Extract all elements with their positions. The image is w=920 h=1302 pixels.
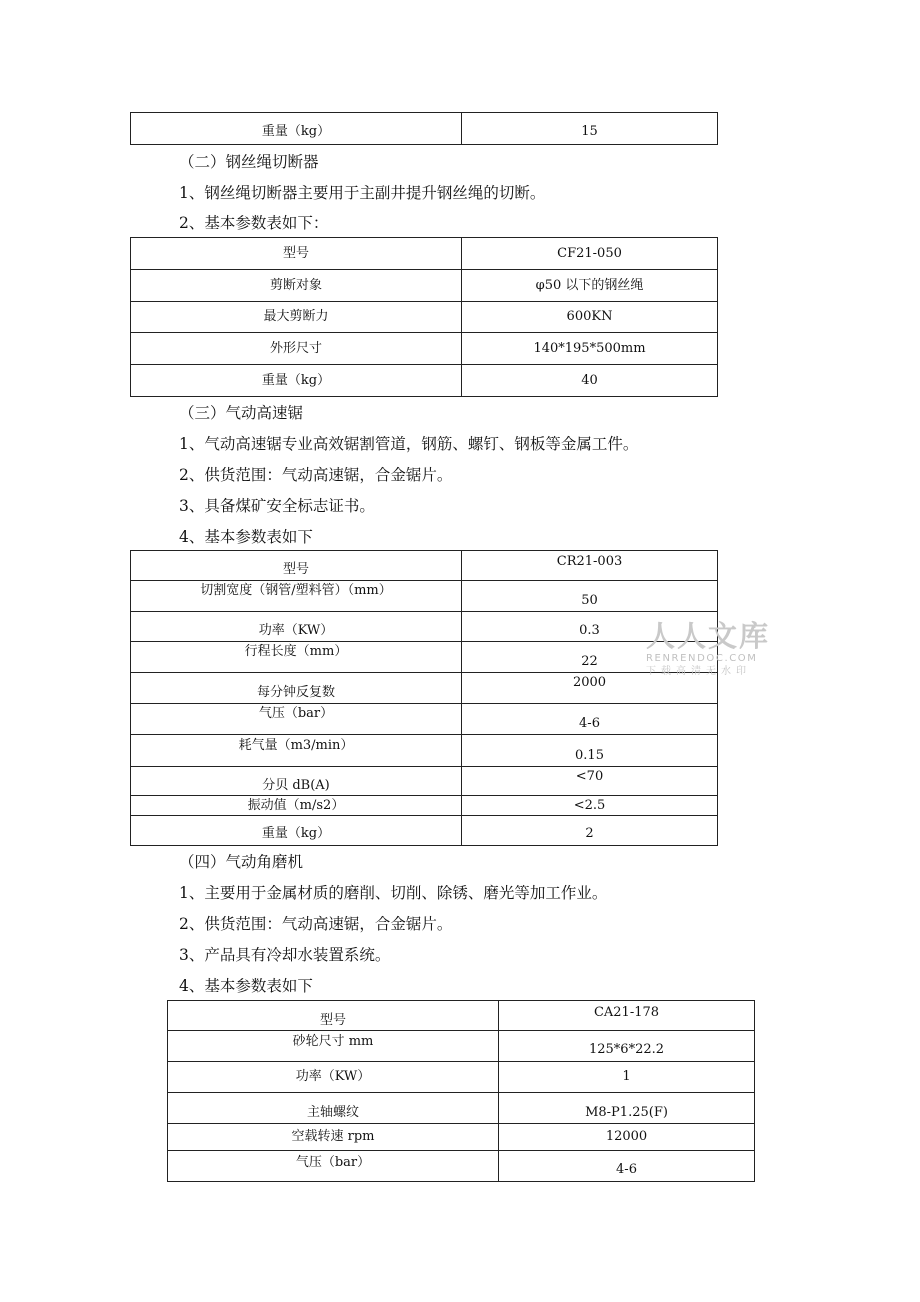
table-row — [131, 816, 718, 846]
section-item: 3、具备煤矿安全标志证书。 — [179, 497, 375, 515]
param-value: 50 — [462, 581, 718, 612]
watermark-logo: 人人文库 — [646, 619, 771, 653]
params-table-cutter — [130, 237, 718, 397]
param-value: 2 — [462, 816, 718, 846]
param-value: <2.5 — [462, 796, 718, 816]
param-value: φ50 以下的钢丝绳 — [462, 270, 718, 302]
section-item: 3、产品具有冷却水装置系统。 — [179, 946, 391, 964]
table-row — [131, 735, 718, 767]
param-value: 140*195*500mm — [462, 333, 718, 365]
table-row — [168, 1031, 755, 1062]
param-value: 12000 — [499, 1124, 755, 1151]
section-item: 2、供货范围：气动高速锯，合金锯片。 — [179, 466, 453, 484]
section-heading: （二）钢丝绳切断器 — [179, 153, 319, 171]
param-value: 2000 — [462, 673, 718, 704]
param-label: 重量（kg） — [131, 365, 462, 397]
param-label: 型号 — [131, 551, 462, 581]
params-table-cont — [130, 112, 718, 145]
table-row — [168, 1151, 755, 1182]
param-label: 功率（KW） — [168, 1062, 499, 1093]
param-value: 0.15 — [462, 735, 718, 767]
section-item: 1、主要用于金属材质的磨削、切削、除锈、磨光等加工作业。 — [179, 884, 608, 902]
param-label: 每分钟反复数 — [131, 673, 462, 704]
section-heading: （三）气动高速锯 — [179, 404, 304, 422]
watermark-domain: RENRENDOC.COM — [646, 653, 758, 664]
table-row — [131, 673, 718, 704]
param-value: 22 — [462, 642, 718, 673]
param-label: 分贝 dB(A) — [131, 767, 462, 796]
param-label: 气压（bar） — [131, 704, 462, 735]
param-label: 主轴螺纹 — [168, 1093, 499, 1124]
param-label: 气压（bar） — [168, 1151, 499, 1182]
table-row — [131, 704, 718, 735]
param-label: 型号 — [168, 1001, 499, 1031]
table-row — [131, 302, 718, 333]
table-row — [168, 1001, 755, 1031]
table-row — [131, 581, 718, 612]
param-label: 耗气量（m3/min） — [131, 735, 462, 767]
section-item: 4、基本参数表如下 — [179, 528, 313, 546]
param-value: 40 — [462, 365, 718, 397]
param-value: 0.3 — [462, 612, 718, 642]
param-label: 外形尺寸 — [131, 333, 462, 365]
param-value: 15 — [462, 113, 718, 145]
param-value: 600KN — [462, 302, 718, 333]
param-value: M8-P1.25(F) — [499, 1093, 755, 1124]
table-row — [131, 333, 718, 365]
param-label: 重量（kg） — [131, 113, 462, 145]
section-item: 1、钢丝绳切断器主要用于主副井提升钢丝绳的切断。 — [179, 184, 546, 202]
param-value: CR21-003 — [462, 551, 718, 581]
table-row — [131, 612, 718, 642]
params-table-saw — [130, 550, 718, 846]
table-row — [131, 365, 718, 397]
section-item: 2、供货范围：气动高速锯，合金锯片。 — [179, 915, 453, 933]
table-row — [131, 113, 718, 145]
watermark-slogan: 下载高清无水印 — [646, 666, 751, 677]
param-label: 最大剪断力 — [131, 302, 462, 333]
table-row — [168, 1124, 755, 1151]
watermark — [646, 620, 776, 678]
param-label: 重量（kg） — [131, 816, 462, 846]
table-row — [131, 551, 718, 581]
param-label: 空载转速 rpm — [168, 1124, 499, 1151]
param-value: 4-6 — [462, 704, 718, 735]
param-value: 1 — [499, 1062, 755, 1093]
param-label: 切割宽度（钢管/塑料管）（mm） — [131, 581, 462, 612]
section-heading: （四）气动角磨机 — [179, 853, 304, 871]
table-row — [168, 1062, 755, 1093]
section-item: 1、气动高速锯专业高效锯割管道，钢筋、螺钉、钢板等金属工件。 — [179, 435, 639, 453]
param-label: 砂轮尺寸 mm — [168, 1031, 499, 1062]
table-row — [131, 642, 718, 673]
table-row — [131, 796, 718, 816]
param-label: 剪断对象 — [131, 270, 462, 302]
param-label: 振动值（m/s2） — [131, 796, 462, 816]
table-row — [168, 1093, 755, 1124]
param-value: 125*6*22.2 — [499, 1031, 755, 1062]
table-row — [131, 238, 718, 270]
section-item: 2、基本参数表如下： — [179, 214, 329, 232]
table-row — [131, 270, 718, 302]
param-label: 型号 — [131, 238, 462, 270]
params-table-grinder — [167, 1000, 755, 1182]
param-value: 4-6 — [499, 1151, 755, 1182]
param-label: 行程长度（mm） — [131, 642, 462, 673]
param-value: <70 — [462, 767, 718, 796]
param-value: CF21-050 — [462, 238, 718, 270]
param-value: CA21-178 — [499, 1001, 755, 1031]
table-row — [131, 767, 718, 796]
param-label: 功率（KW） — [131, 612, 462, 642]
section-item: 4、基本参数表如下 — [179, 977, 313, 995]
